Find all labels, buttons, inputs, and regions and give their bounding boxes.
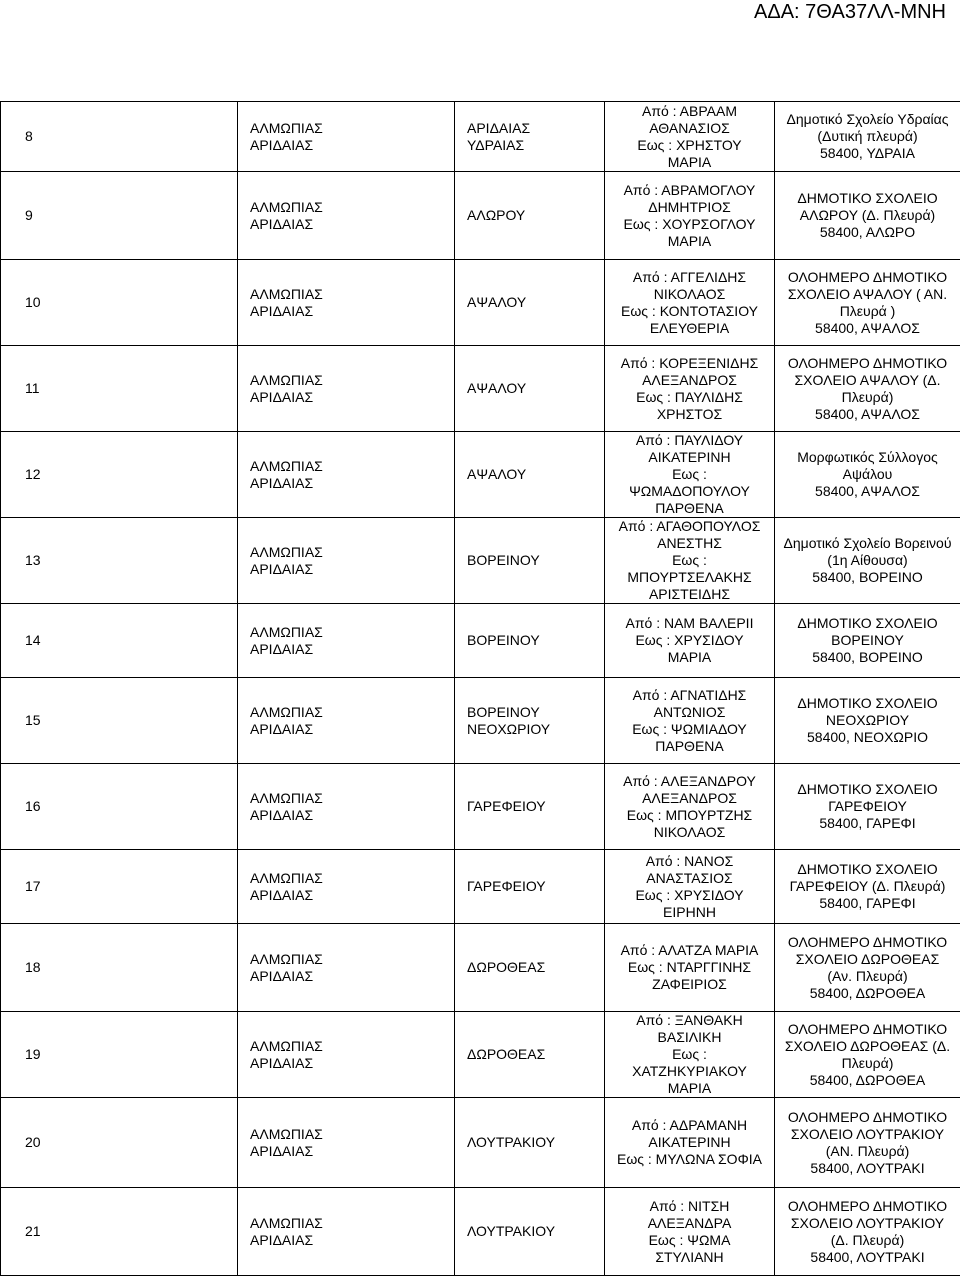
surname-range-cell-line: ΧΡΗΣΤΟΣ: [609, 406, 770, 423]
community-cell: [455, 518, 605, 604]
surname-range-cell: [605, 924, 775, 1012]
surname-range-cell-line: ΠΑΡΘΕΝΑ: [609, 500, 770, 517]
polling-location-cell-line: 58400, ΛΟΥΤΡΑΚΙ: [779, 1160, 956, 1177]
surname-range-cell-line: ΧΑΤΖΗΚΥΡΙΑΚΟΥ: [609, 1063, 770, 1080]
row-number: 10: [1, 260, 238, 346]
polling-location-cell-line: ΓΑΡΕΦΕΙΟΥ: [779, 798, 956, 815]
surname-range-cell-line: ΑΡΙΣΤΕΙΔΗΣ: [609, 586, 770, 603]
surname-range-cell-line: Από : ΑΛΑΤΖΑ ΜΑΡΙΑ: [609, 942, 770, 959]
municipality-cell-line: ΑΡΙΔΑΙΑΣ: [250, 475, 450, 492]
surname-range-cell-line: Από : ΑΒΡΑΑΜ: [609, 103, 770, 120]
surname-range-cell-line: ΕΛΕΥΘΕΡΙΑ: [609, 320, 770, 337]
surname-range-cell-line: ΑΝΕΣΤΗΣ: [609, 535, 770, 552]
municipality-cell: [238, 1098, 455, 1188]
surname-range-cell-line: ΑΝΤΩΝΙΟΣ: [609, 704, 770, 721]
surname-range-cell: [605, 172, 775, 260]
community-cell-line: ΑΨΑΛΟΥ: [467, 466, 600, 483]
municipality-cell-line: ΑΡΙΔΑΙΑΣ: [250, 216, 450, 233]
municipality-cell-line: ΑΡΙΔΑΙΑΣ: [250, 137, 450, 154]
surname-range-cell-line: Από : ΠΑΥΛΙΔΟΥ: [609, 432, 770, 449]
table-row: [1, 604, 960, 678]
surname-range-cell-line: ΖΑΦΕΙΡΙΟΣ: [609, 976, 770, 993]
community-cell-line: ΝΕΟΧΩΡΙΟΥ: [467, 721, 600, 738]
polling-location-cell-line: ΟΛΟΗΜΕΡΟ ΔΗΜΟΤΙΚΟ: [779, 269, 956, 286]
municipality-cell: [238, 764, 455, 850]
surname-range-cell: [605, 678, 775, 764]
polling-location-cell-line: ΔΗΜΟΤΙΚΟ ΣΧΟΛΕΙΟ: [779, 781, 956, 798]
table-row: [1, 1012, 960, 1098]
municipality-cell: [238, 604, 455, 678]
row-number: 21: [1, 1188, 238, 1276]
municipality-cell: [238, 260, 455, 346]
surname-range-cell-line: ΑΛΕΞΑΝΔΡΑ: [609, 1215, 770, 1232]
municipality-cell-line: ΑΛΜΩΠΙΑΣ: [250, 544, 450, 561]
polling-location-cell-line: ΣΧΟΛΕΙΟ ΛΟΥΤΡΑΚΙΟΥ: [779, 1126, 956, 1143]
polling-location-cell-line: 58400, ΑΨΑΛΟΣ: [779, 406, 956, 423]
polling-location-cell-line: Πλευρά): [779, 1055, 956, 1072]
polling-location-cell: [775, 1012, 960, 1098]
surname-range-cell: [605, 1188, 775, 1276]
surname-range-cell-line: Εως : ΜΠΟΥΡΤΖΗΣ: [609, 807, 770, 824]
community-cell: [455, 346, 605, 432]
polling-location-cell-line: 58400, ΔΩΡΟΘΕΑ: [779, 1072, 956, 1089]
surname-range-cell-line: Από : ΝΑΝΟΣ: [609, 853, 770, 870]
municipality-cell-line: ΑΡΙΔΑΙΑΣ: [250, 887, 450, 904]
community-cell-line: ΓΑΡΕΦΕΙΟΥ: [467, 878, 600, 895]
polling-location-cell: [775, 678, 960, 764]
community-cell: [455, 850, 605, 924]
polling-location-cell: [775, 172, 960, 260]
surname-range-cell-line: Από : ΞΑΝΘΑΚΗ: [609, 1012, 770, 1029]
table-row: [1, 850, 960, 924]
table-row: [1, 764, 960, 850]
polling-location-cell: [775, 102, 960, 172]
surname-range-cell: [605, 346, 775, 432]
community-cell-line: ΒΟΡΕΙΝΟΥ: [467, 704, 600, 721]
surname-range-cell-line: ΒΑΣΙΛΙΚΗ: [609, 1029, 770, 1046]
polling-location-cell-line: Δημοτικό Σχολείο Υδραίας: [779, 111, 956, 128]
table-row: [1, 260, 960, 346]
polling-location-cell-line: 58400, ΑΨΑΛΟΣ: [779, 320, 956, 337]
surname-range-cell-line: Εως : ΜΥΛΩΝΑ ΣΟΦΙΑ: [609, 1151, 770, 1168]
polling-location-cell-line: Δημοτικό Σχολείο Βορεινού: [779, 535, 956, 552]
municipality-cell: [238, 678, 455, 764]
surname-range-cell-line: ΠΑΡΘΕΝΑ: [609, 738, 770, 755]
polling-location-cell-line: ΔΗΜΟΤΙΚΟ ΣΧΟΛΕΙΟ: [779, 695, 956, 712]
municipality-cell: [238, 924, 455, 1012]
community-cell: [455, 924, 605, 1012]
community-cell-line: ΛΟΥΤΡΑΚΙΟΥ: [467, 1134, 600, 1151]
surname-range-cell-line: Από : ΚΟΡΕΞΕΝΙΔΗΣ: [609, 355, 770, 372]
surname-range-cell: [605, 260, 775, 346]
surname-range-cell-line: Εως : ΨΩΜΙΑΔΟΥ: [609, 721, 770, 738]
table-row: [1, 924, 960, 1012]
polling-location-cell-line: 58400, ΝΕΟΧΩΡΙΟ: [779, 729, 956, 746]
polling-location-cell-line: (Αν. Πλευρά): [779, 968, 956, 985]
surname-range-cell-line: ΜΠΟΥΡΤΣΕΛΑΚΗΣ: [609, 569, 770, 586]
row-number: 15: [1, 678, 238, 764]
table-row: [1, 102, 960, 172]
polling-location-cell-line: ΣΧΟΛΕΙΟ ΔΩΡΟΘΕΑΣ (Δ.: [779, 1038, 956, 1055]
surname-range-cell: [605, 764, 775, 850]
surname-range-cell-line: ΝΙΚΟΛΑΟΣ: [609, 824, 770, 841]
polling-location-cell-line: ΟΛΟΗΜΕΡΟ ΔΗΜΟΤΙΚΟ: [779, 1109, 956, 1126]
row-number: 18: [1, 924, 238, 1012]
polling-location-cell-line: ΓΑΡΕΦΕΙΟΥ (Δ. Πλευρά): [779, 878, 956, 895]
municipality-cell-line: ΑΛΜΩΠΙΑΣ: [250, 120, 450, 137]
municipality-cell-line: ΑΡΙΔΑΙΑΣ: [250, 807, 450, 824]
surname-range-cell-line: Από : ΑΓΑΘΟΠΟΥΛΟΣ: [609, 518, 770, 535]
polling-location-cell-line: ΣΧΟΛΕΙΟ ΑΨΑΛΟΥ ( ΑΝ.: [779, 286, 956, 303]
surname-range-cell: [605, 1012, 775, 1098]
municipality-cell-line: ΑΛΜΩΠΙΑΣ: [250, 790, 450, 807]
surname-range-cell-line: ΝΙΚΟΛΑΟΣ: [609, 286, 770, 303]
surname-range-cell-line: ΑΛΕΞΑΝΔΡΟΣ: [609, 372, 770, 389]
polling-location-cell-line: 58400, ΒΟΡΕΙΝΟ: [779, 649, 956, 666]
polling-location-cell: [775, 604, 960, 678]
municipality-cell-line: ΑΛΜΩΠΙΑΣ: [250, 1126, 450, 1143]
table-row: [1, 518, 960, 604]
community-cell-line: ΑΛΩΡΟΥ: [467, 207, 600, 224]
municipality-cell-line: ΑΛΜΩΠΙΑΣ: [250, 704, 450, 721]
table-row: [1, 678, 960, 764]
document-code: ΑΔΑ: 7ΘΑ37ΛΛ-ΜΝΗ: [754, 0, 946, 24]
polling-location-cell-line: Μορφωτικός Σύλλογος: [779, 449, 956, 466]
surname-range-cell-line: ΜΑΡΙΑ: [609, 1080, 770, 1097]
polling-location-cell-line: Πλευρά ): [779, 303, 956, 320]
municipality-cell-line: ΑΡΙΔΑΙΑΣ: [250, 968, 450, 985]
polling-location-cell-line: ΟΛΟΗΜΕΡΟ ΔΗΜΟΤΙΚΟ: [779, 1021, 956, 1038]
polling-stations-table: [0, 101, 960, 1276]
municipality-cell: [238, 346, 455, 432]
polling-location-cell-line: ΔΗΜΟΤΙΚΟ ΣΧΟΛΕΙΟ: [779, 861, 956, 878]
municipality-cell-line: ΑΡΙΔΑΙΑΣ: [250, 1055, 450, 1072]
row-number: 16: [1, 764, 238, 850]
polling-location-cell: [775, 764, 960, 850]
municipality-cell-line: ΑΛΜΩΠΙΑΣ: [250, 372, 450, 389]
community-cell-line: ΑΡΙΔΑΙΑΣ: [467, 120, 600, 137]
row-number: 12: [1, 432, 238, 518]
municipality-cell: [238, 518, 455, 604]
surname-range-cell-line: ΜΑΡΙΑ: [609, 649, 770, 666]
row-number: 14: [1, 604, 238, 678]
table-row: [1, 172, 960, 260]
surname-range-cell-line: Εως :: [609, 466, 770, 483]
municipality-cell: [238, 432, 455, 518]
polling-location-cell-line: 58400, ΥΔΡΑΙΑ: [779, 145, 956, 162]
surname-range-cell: [605, 604, 775, 678]
community-cell: [455, 102, 605, 172]
surname-range-cell-line: ΑΛΕΞΑΝΔΡΟΣ: [609, 790, 770, 807]
municipality-cell-line: ΑΛΜΩΠΙΑΣ: [250, 951, 450, 968]
municipality-cell: [238, 1012, 455, 1098]
municipality-cell-line: ΑΡΙΔΑΙΑΣ: [250, 641, 450, 658]
surname-range-cell-line: Εως : ΝΤΑΡΓΓΙΝΗΣ: [609, 959, 770, 976]
municipality-cell-line: ΑΡΙΔΑΙΑΣ: [250, 561, 450, 578]
surname-range-cell-line: Εως : ΧΟΥΡΣΟΓΛΟΥ: [609, 216, 770, 233]
community-cell: [455, 1098, 605, 1188]
polling-location-cell-line: ΒΟΡΕΙΝΟΥ: [779, 632, 956, 649]
table-row: [1, 346, 960, 432]
surname-range-cell-line: ΨΩΜΑΔΟΠΟΥΛΟΥ: [609, 483, 770, 500]
municipality-cell-line: ΑΡΙΔΑΙΑΣ: [250, 721, 450, 738]
municipality-cell-line: ΑΛΜΩΠΙΑΣ: [250, 458, 450, 475]
surname-range-cell-line: ΜΑΡΙΑ: [609, 154, 770, 171]
municipality-cell-line: ΑΡΙΔΑΙΑΣ: [250, 303, 450, 320]
community-cell-line: ΛΟΥΤΡΑΚΙΟΥ: [467, 1223, 600, 1240]
surname-range-cell-line: Εως :: [609, 552, 770, 569]
municipality-cell-line: ΑΡΙΔΑΙΑΣ: [250, 389, 450, 406]
polling-location-cell-line: ΔΗΜΟΤΙΚΟ ΣΧΟΛΕΙΟ: [779, 615, 956, 632]
row-number: 19: [1, 1012, 238, 1098]
community-cell: [455, 432, 605, 518]
polling-location-cell: [775, 432, 960, 518]
surname-range-cell-line: ΕΙΡΗΝΗ: [609, 904, 770, 921]
polling-location-cell-line: ΟΛΟΗΜΕΡΟ ΔΗΜΟΤΙΚΟ: [779, 1198, 956, 1215]
surname-range-cell: [605, 850, 775, 924]
surname-range-cell-line: Εως : ΧΡΗΣΤΟΥ: [609, 137, 770, 154]
polling-location-cell-line: 58400, ΓΑΡΕΦΙ: [779, 815, 956, 832]
surname-range-cell-line: Εως : ΠΑΥΛΙΔΗΣ: [609, 389, 770, 406]
community-cell-line: ΔΩΡΟΘΕΑΣ: [467, 959, 600, 976]
polling-location-cell-line: ΣΧΟΛΕΙΟ ΔΩΡΟΘΕΑΣ: [779, 951, 956, 968]
polling-location-cell: [775, 924, 960, 1012]
community-cell: [455, 678, 605, 764]
surname-range-cell-line: ΑΙΚΑΤΕΡΙΝΗ: [609, 1134, 770, 1151]
row-number: 13: [1, 518, 238, 604]
municipality-cell-line: ΑΛΜΩΠΙΑΣ: [250, 286, 450, 303]
surname-range-cell-line: Εως : ΚΟΝΤΟΤΑΣΙΟΥ: [609, 303, 770, 320]
municipality-cell-line: ΑΡΙΔΑΙΑΣ: [250, 1232, 450, 1249]
surname-range-cell-line: Από : ΑΛΕΞΑΝΔΡΟΥ: [609, 773, 770, 790]
surname-range-cell-line: ΜΑΡΙΑ: [609, 233, 770, 250]
polling-location-cell-line: (Δ. Πλευρά): [779, 1232, 956, 1249]
surname-range-cell-line: Εως : ΧΡΥΣΙΔΟΥ: [609, 887, 770, 904]
polling-location-cell-line: 58400, ΑΛΩΡΟ: [779, 224, 956, 241]
surname-range-cell-line: ΣΤΥΛΙΑΝΗ: [609, 1249, 770, 1266]
polling-location-cell-line: ΣΧΟΛΕΙΟ ΛΟΥΤΡΑΚΙΟΥ: [779, 1215, 956, 1232]
municipality-cell-line: ΑΛΜΩΠΙΑΣ: [250, 1215, 450, 1232]
polling-location-cell-line: 58400, ΑΨΑΛΟΣ: [779, 483, 956, 500]
community-cell-line: ΒΟΡΕΙΝΟΥ: [467, 552, 600, 569]
community-cell-line: ΓΑΡΕΦΕΙΟΥ: [467, 798, 600, 815]
surname-range-cell-line: ΑΝΑΣΤΑΣΙΟΣ: [609, 870, 770, 887]
polling-location-cell: [775, 518, 960, 604]
surname-range-cell-line: Από : ΝΙΤΣΗ: [609, 1198, 770, 1215]
table-body: [1, 102, 960, 1276]
row-number: 20: [1, 1098, 238, 1188]
polling-location-cell-line: 58400, ΔΩΡΟΘΕΑ: [779, 985, 956, 1002]
municipality-cell: [238, 102, 455, 172]
polling-location-cell-line: Αψάλου: [779, 466, 956, 483]
polling-location-cell-line: ΣΧΟΛΕΙΟ ΑΨΑΛΟΥ (Δ.: [779, 372, 956, 389]
polling-location-cell-line: ΟΛΟΗΜΕΡΟ ΔΗΜΟΤΙΚΟ: [779, 355, 956, 372]
polling-location-cell-line: (1η Αίθουσα): [779, 552, 956, 569]
polling-location-cell: [775, 850, 960, 924]
surname-range-cell-line: Από : ΑΓΝΑΤΙΔΗΣ: [609, 687, 770, 704]
community-cell: [455, 604, 605, 678]
surname-range-cell-line: Εως :: [609, 1046, 770, 1063]
table-row: [1, 1098, 960, 1188]
community-cell-line: ΑΨΑΛΟΥ: [467, 380, 600, 397]
community-cell-line: ΒΟΡΕΙΝΟΥ: [467, 632, 600, 649]
surname-range-cell: [605, 432, 775, 518]
polling-location-cell-line: ΟΛΟΗΜΕΡΟ ΔΗΜΟΤΙΚΟ: [779, 934, 956, 951]
table-row: [1, 432, 960, 518]
community-cell: [455, 1188, 605, 1276]
municipality-cell-line: ΑΛΜΩΠΙΑΣ: [250, 1038, 450, 1055]
surname-range-cell: [605, 518, 775, 604]
polling-location-cell: [775, 346, 960, 432]
polling-location-cell-line: (ΑΝ. Πλευρά): [779, 1143, 956, 1160]
polling-location-cell: [775, 1188, 960, 1276]
surname-range-cell-line: Εως : ΧΡΥΣΙΔΟΥ: [609, 632, 770, 649]
polling-location-cell: [775, 260, 960, 346]
row-number: 11: [1, 346, 238, 432]
table-row: [1, 1188, 960, 1276]
polling-location-cell-line: 58400, ΒΟΡΕΙΝΟ: [779, 569, 956, 586]
community-cell: [455, 764, 605, 850]
surname-range-cell-line: ΑΙΚΑΤΕΡΙΝΗ: [609, 449, 770, 466]
polling-location-cell-line: ΑΛΩΡΟΥ (Δ. Πλευρά): [779, 207, 956, 224]
polling-location-cell-line: ΔΗΜΟΤΙΚΟ ΣΧΟΛΕΙΟ: [779, 190, 956, 207]
row-number: 17: [1, 850, 238, 924]
row-number: 9: [1, 172, 238, 260]
polling-location-cell-line: 58400, ΛΟΥΤΡΑΚΙ: [779, 1249, 956, 1266]
polling-location-cell-line: 58400, ΓΑΡΕΦΙ: [779, 895, 956, 912]
surname-range-cell-line: ΑΘΑΝΑΣΙΟΣ: [609, 120, 770, 137]
surname-range-cell: [605, 1098, 775, 1188]
surname-range-cell-line: ΔΗΜΗΤΡΙΟΣ: [609, 199, 770, 216]
municipality-cell-line: ΑΛΜΩΠΙΑΣ: [250, 624, 450, 641]
municipality-cell: [238, 850, 455, 924]
municipality-cell: [238, 172, 455, 260]
community-cell: [455, 1012, 605, 1098]
municipality-cell-line: ΑΛΜΩΠΙΑΣ: [250, 870, 450, 887]
community-cell: [455, 172, 605, 260]
community-cell-line: ΔΩΡΟΘΕΑΣ: [467, 1046, 600, 1063]
polling-location-cell-line: Πλευρά): [779, 389, 956, 406]
municipality-cell-line: ΑΡΙΔΑΙΑΣ: [250, 1143, 450, 1160]
surname-range-cell-line: Εως : ΨΩΜΑ: [609, 1232, 770, 1249]
surname-range-cell: [605, 102, 775, 172]
polling-location-cell-line: ΝΕΟΧΩΡΙΟΥ: [779, 712, 956, 729]
row-number: 8: [1, 102, 238, 172]
surname-range-cell-line: Από : ΑΓΓΕΛΙΔΗΣ: [609, 269, 770, 286]
polling-location-cell: [775, 1098, 960, 1188]
surname-range-cell-line: Από : ΝΑΜ ΒΑΛΕΡΙΙ: [609, 615, 770, 632]
community-cell-line: ΥΔΡΑΙΑΣ: [467, 137, 600, 154]
community-cell: [455, 260, 605, 346]
surname-range-cell-line: Από : ΑΒΡΑΜΟΓΛΟΥ: [609, 182, 770, 199]
surname-range-cell-line: Από : ΑΔΡΑΜΑΝΗ: [609, 1117, 770, 1134]
community-cell-line: ΑΨΑΛΟΥ: [467, 294, 600, 311]
municipality-cell-line: ΑΛΜΩΠΙΑΣ: [250, 199, 450, 216]
municipality-cell: [238, 1188, 455, 1276]
polling-location-cell-line: (Δυτική πλευρά): [779, 128, 956, 145]
